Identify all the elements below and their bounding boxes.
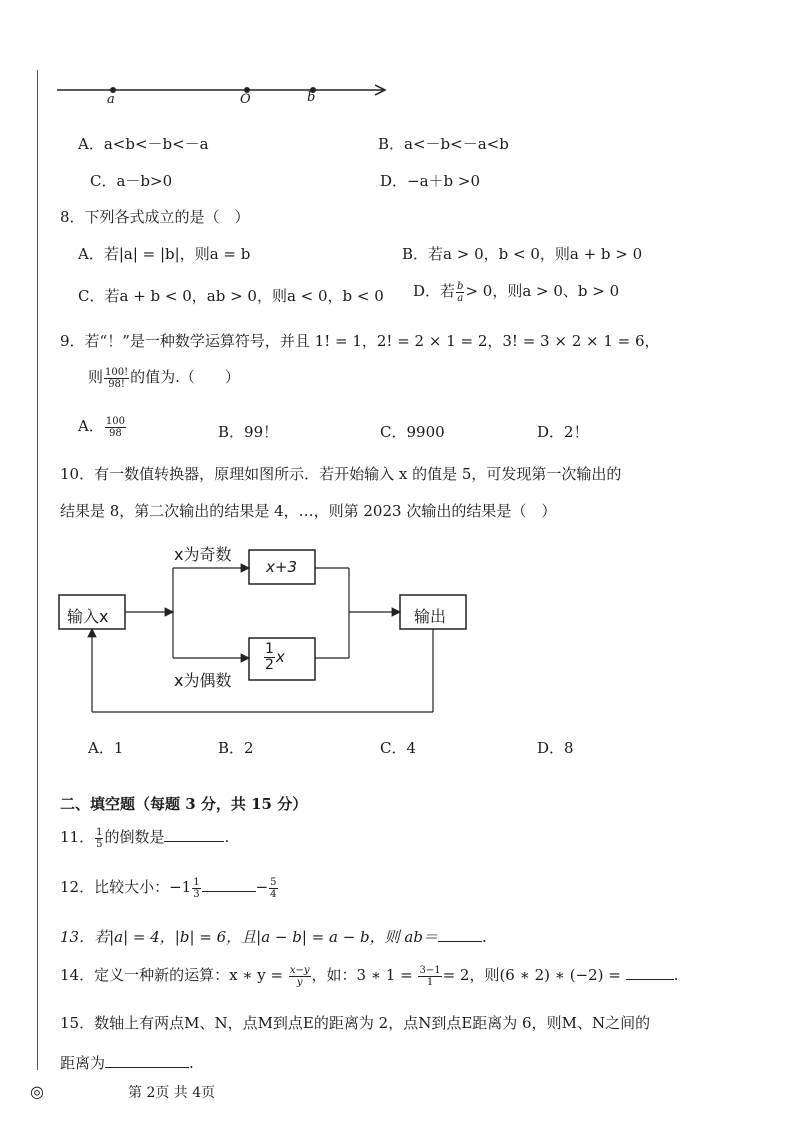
q13: 13．若|a| = 4，|b| = 6，且|a − b| = a − b，则 ab＝ . <box>60 928 487 946</box>
flow-odd-label: x为奇数 <box>174 545 232 564</box>
q9-stem: 9．若“！”是一种数学运算符号，并且 1! = 1，2! = 2 × 1 = 2，3! = 3 × 2 × 1 = 6， <box>60 332 660 350</box>
q7-option-a: A．a<b<－b<－a <box>78 135 209 153</box>
q12: 12．比较大小：−1 $\frac{1}{3}$ − $\frac{5}{4}$ <box>60 876 277 900</box>
q9-option-c: C．9900 <box>380 423 445 441</box>
q11: 11． $\frac{1}{5}$ 的倒数是 . <box>60 826 230 850</box>
q8-option-c: C．若a + b < 0，ab > 0，则a < 0，b < 0 <box>78 287 384 305</box>
q8-option-d: D．若 $\frac{b}{a}$ > 0，则a > 0、b > 0 <box>413 280 620 304</box>
flow-plus3-label: x+3 <box>266 558 297 576</box>
q10-option-b: B．2 <box>218 739 254 757</box>
point-a-label: a <box>107 92 115 107</box>
section2-title: 二、填空题（每题 3 分，共 15 分） <box>60 795 308 813</box>
q12-answer-blank[interactable] <box>202 877 256 892</box>
q7-option-b: B．a<－b<－a<b <box>378 135 509 153</box>
flow-output-label: 输出 <box>414 607 447 626</box>
q7-option-c: C．a－b>0 <box>90 172 173 190</box>
footer-symbol: ◎ <box>30 1082 44 1101</box>
q10-stem-line2: 结果是 8，第二次输出的结果是 4，…，则第 2023 次输出的结果是（ ） <box>60 502 557 520</box>
q9-option-a: A． $\frac{100}{98}$ <box>78 415 125 439</box>
q9-option-d: D．2！ <box>537 423 589 441</box>
flow-input-label: 输入x <box>67 607 109 626</box>
q10-stem-line1: 10．有一数值转换器，原理如图所示．若开始输入 x 的值是 5，可发现第一次输出的 <box>60 465 622 483</box>
q15-answer-blank[interactable] <box>105 1053 189 1068</box>
q10-option-d: D．8 <box>537 739 574 757</box>
flowchart <box>55 540 475 725</box>
q15-line2: 距离为 . <box>60 1054 194 1072</box>
q7-option-d: D．−a＋b >0 <box>380 172 481 190</box>
q14-answer-blank[interactable] <box>626 965 674 980</box>
q14: 14．定义一种新的运算：x ∗ y = $\frac{x-y}{y}$ ，如：3 ∗ 1 = $\frac{3-1}{1}$ = 2，则(6 ∗ 2) ∗ (−2) = . <box>60 964 679 988</box>
margin-line <box>37 70 38 1070</box>
q10-option-c: C．4 <box>380 739 417 757</box>
q11-answer-blank[interactable] <box>164 827 224 842</box>
q8-stem: 8．下列各式成立的是（ ） <box>60 208 250 226</box>
q9-line2: 则 $\frac{100!}{98!}$ 的值为.（ ） <box>88 366 240 390</box>
q8-option-b: B．若a > 0，b < 0，则a + b > 0 <box>402 245 643 263</box>
q8-option-a: A．若|a| = |b|，则a = b <box>78 245 251 263</box>
number-line <box>55 78 395 108</box>
q10-option-a: A．1 <box>88 739 124 757</box>
q9-option-b: B．99！ <box>218 423 279 441</box>
q13-answer-blank[interactable] <box>438 927 482 942</box>
flow-half-label: $\frac{1}{2}$ x <box>265 641 285 673</box>
point-o-label: O <box>240 92 251 107</box>
footer-page-number: 第 2页 共 4页 <box>128 1085 216 1101</box>
point-b-label: b <box>307 90 316 105</box>
q15-line1: 15．数轴上有两点M、N，点M到点E的距离为 2，点N到点E距离为 6，则M、N之间的 <box>60 1014 651 1032</box>
flow-even-label: x为偶数 <box>174 671 232 690</box>
